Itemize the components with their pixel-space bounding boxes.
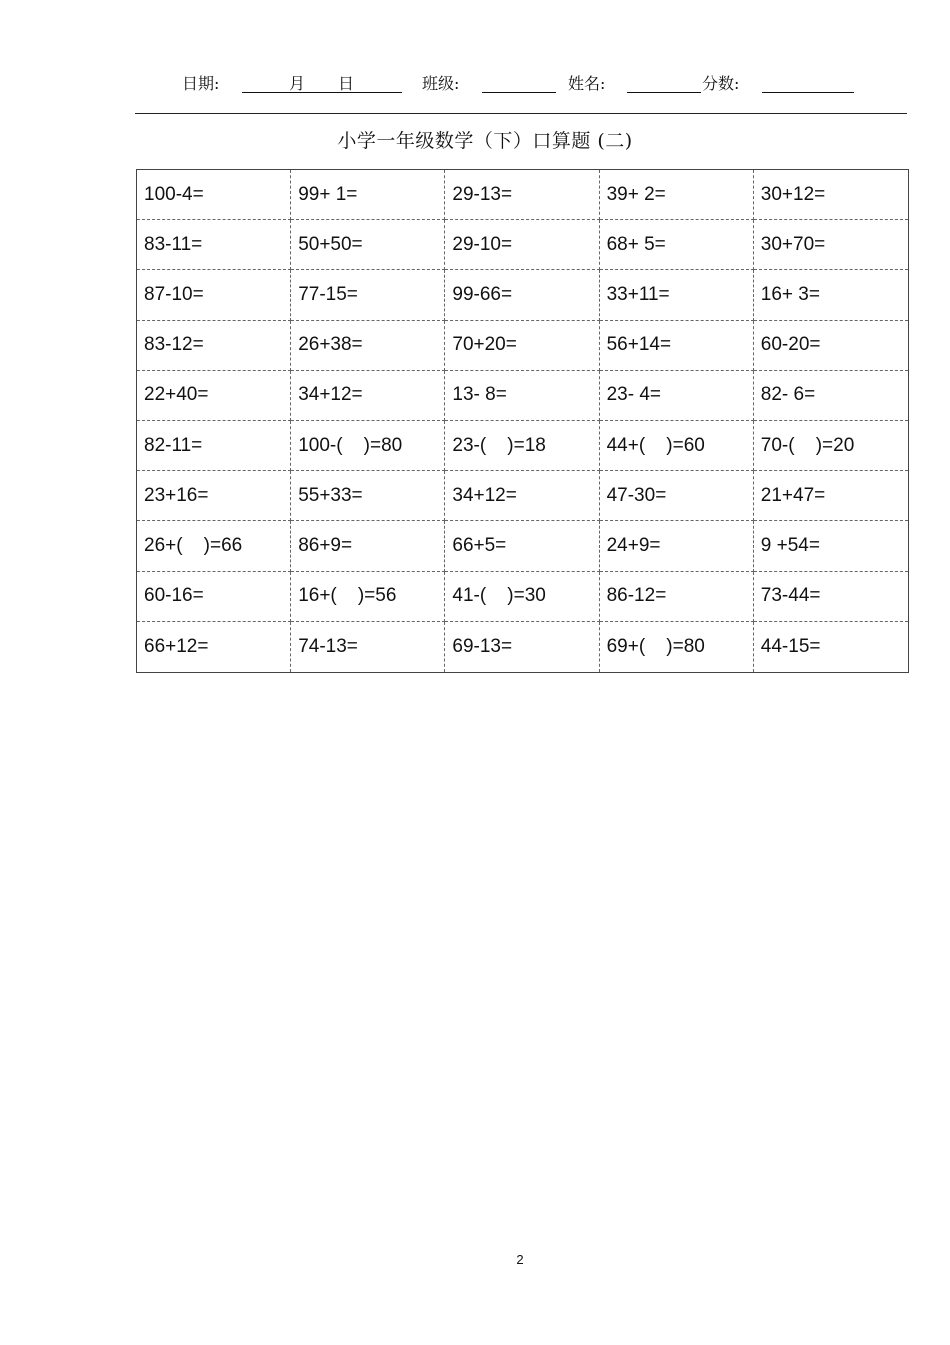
problem-cell[interactable]: 100-4=: [137, 170, 291, 220]
problem-cell[interactable]: 83-11=: [137, 220, 291, 270]
name-blank[interactable]: [627, 92, 701, 93]
problem-cell[interactable]: 86-12=: [600, 572, 754, 622]
problem-cell[interactable]: 68+ 5=: [600, 220, 754, 270]
problem-cell[interactable]: 30+12=: [754, 170, 908, 220]
problem-cell[interactable]: 73-44=: [754, 572, 908, 622]
problem-cell[interactable]: 16+ 3=: [754, 270, 908, 320]
problem-cell[interactable]: 99-66=: [445, 270, 599, 320]
problem-cell[interactable]: 70-( )=20: [754, 421, 908, 471]
month-label: 月: [289, 74, 306, 93]
problem-cell[interactable]: 60-16=: [137, 572, 291, 622]
problem-cell[interactable]: 9 +54=: [754, 521, 908, 571]
class-label: 班级:: [422, 74, 460, 93]
problem-cell[interactable]: 66+5=: [445, 521, 599, 571]
problem-cell[interactable]: 86+9=: [291, 521, 445, 571]
problem-cell[interactable]: 70+20=: [445, 321, 599, 371]
problem-cell[interactable]: 50+50=: [291, 220, 445, 270]
problem-cell[interactable]: 69-13=: [445, 622, 599, 672]
problem-cell[interactable]: 16+( )=56: [291, 572, 445, 622]
score-label: 分数:: [702, 74, 740, 93]
header-divider: [135, 113, 907, 114]
problem-cell[interactable]: 23- 4=: [600, 371, 754, 421]
class-blank[interactable]: [482, 92, 556, 93]
problem-cell[interactable]: 26+( )=66: [137, 521, 291, 571]
header-fields: [0, 70, 950, 98]
problem-cell[interactable]: 44+( )=60: [600, 421, 754, 471]
problem-cell[interactable]: 23+16=: [137, 471, 291, 521]
problem-cell[interactable]: 55+33=: [291, 471, 445, 521]
problem-cell[interactable]: 23-( )=18: [445, 421, 599, 471]
problem-cell[interactable]: 82-11=: [137, 421, 291, 471]
score-blank[interactable]: [762, 92, 854, 93]
problem-cell[interactable]: 24+9=: [600, 521, 754, 571]
date-blank[interactable]: [242, 92, 402, 93]
problem-cell[interactable]: 39+ 2=: [600, 170, 754, 220]
problem-cell[interactable]: 74-13=: [291, 622, 445, 672]
problem-cell[interactable]: 33+11=: [600, 270, 754, 320]
page-number: 2: [516, 1252, 524, 1267]
problem-cell[interactable]: 44-15=: [760, 635, 821, 657]
problem-cell[interactable]: 22+40=: [137, 371, 291, 421]
problem-grid: [136, 169, 909, 673]
problem-cell[interactable]: 41-( )=30: [445, 572, 599, 622]
problem-cell[interactable]: 66+12=: [137, 622, 291, 672]
name-label: 姓名:: [568, 74, 606, 93]
problem-cell[interactable]: 30+70=: [754, 220, 908, 270]
day-label: 日: [338, 74, 355, 93]
problem-cell[interactable]: 13- 8=: [445, 371, 599, 421]
problem-cell[interactable]: 77-15=: [291, 270, 445, 320]
problem-cell[interactable]: 34+12=: [291, 371, 445, 421]
problem-cell[interactable]: 56+14=: [600, 321, 754, 371]
problem-cell[interactable]: 47-30=: [600, 471, 754, 521]
problem-cell[interactable]: 34+12=: [445, 471, 599, 521]
worksheet-title: 小学一年级数学（下）口算题 (二): [337, 130, 633, 152]
problem-cell[interactable]: 21+47=: [754, 471, 908, 521]
problem-cell[interactable]: 26+38=: [291, 321, 445, 371]
problem-cell[interactable]: 69+( )=80: [600, 622, 754, 672]
problem-cell[interactable]: 60-20=: [754, 321, 908, 371]
problem-cell[interactable]: 87-10=: [137, 270, 291, 320]
problem-cell[interactable]: 82- 6=: [754, 371, 908, 421]
problem-cell[interactable]: 29-13=: [445, 170, 599, 220]
problem-cell[interactable]: 99+ 1=: [291, 170, 445, 220]
problem-cell[interactable]: 83-12=: [137, 321, 291, 371]
date-label: 日期:: [182, 74, 220, 93]
problem-cell[interactable]: 100-( )=80: [291, 421, 445, 471]
problem-cell[interactable]: 29-10=: [445, 220, 599, 270]
